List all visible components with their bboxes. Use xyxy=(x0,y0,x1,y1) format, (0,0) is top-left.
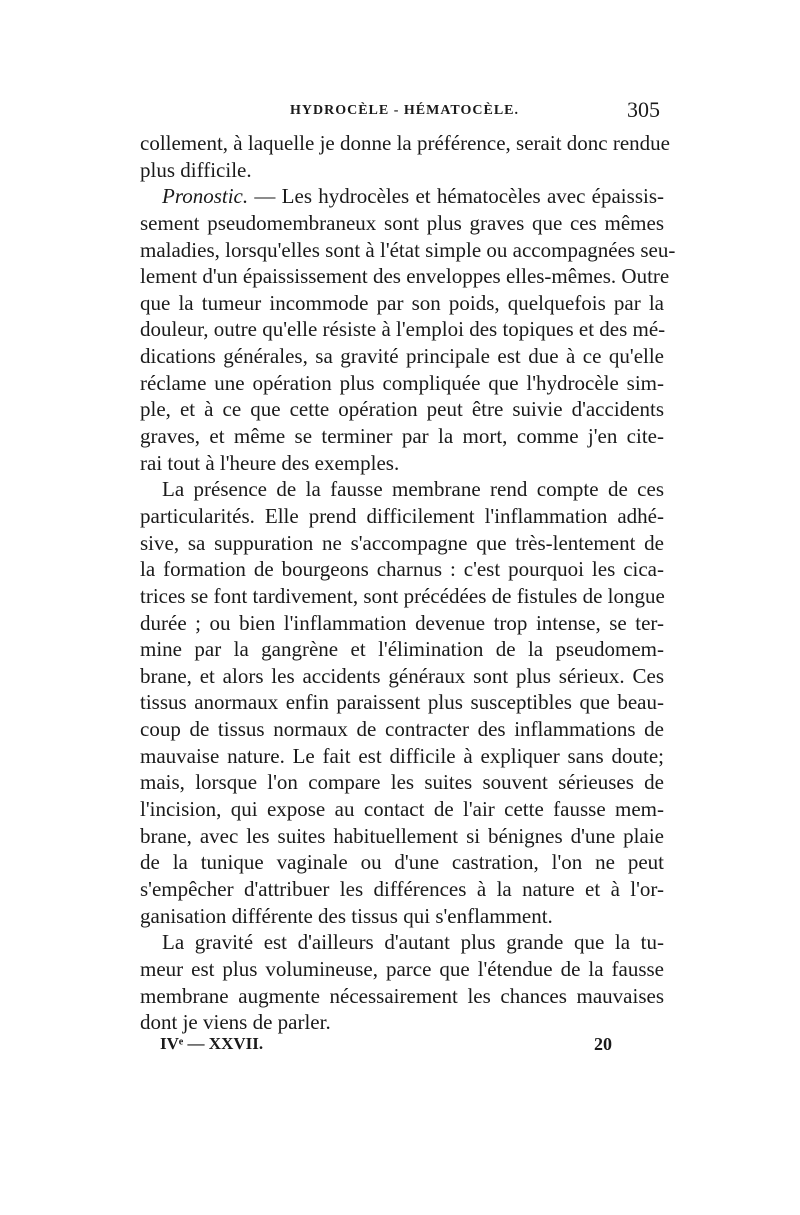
text-line: la formation de bourgeons charnus : c'est pourquoi les cica- xyxy=(140,557,664,582)
text-line: rai tout à l'heure des exemples. xyxy=(140,450,400,475)
page-number: 305 xyxy=(627,97,660,122)
text-line: s'empêcher d'attribuer les différences à la nature et à l'or- xyxy=(140,876,664,901)
text-line: ganisation différente des tissus qui s'enflamment. xyxy=(140,903,553,928)
body-text xyxy=(140,130,676,1036)
text-line: douleur, outre qu'elle résiste à l'emploi des topiques et des mé- xyxy=(140,317,666,342)
text-line: que la tumeur incommode par son poids, quelquefois par la xyxy=(140,290,664,315)
running-title: HYDROCÈLE - HÉMATOCÈLE. xyxy=(290,103,520,118)
text-line: La présence de la fausse membrane rend compte de ces xyxy=(162,477,664,502)
text-line: La gravité est d'ailleurs d'autant plus grande que la tu- xyxy=(162,930,664,955)
text-line: sement pseudomembraneux sont plus graves que ces mêmes xyxy=(140,210,664,235)
sheet-number: 20 xyxy=(594,1034,612,1054)
running-head xyxy=(140,97,664,125)
text-line: particularités. Elle prend difficilement l'inflammation adhé- xyxy=(140,503,664,528)
text-line: graves, et même se terminer par la mort, comme j'en cite- xyxy=(140,424,664,449)
signature-mark: IVᵉ — XXVII. xyxy=(160,1034,264,1053)
page-footer xyxy=(160,1034,620,1060)
text-line xyxy=(140,183,664,210)
text-line: durée ; ou bien l'inflammation devenue trop intense, se ter- xyxy=(140,610,664,635)
text-line: de la tunique vaginale ou d'une castration, l'on ne peut xyxy=(140,850,664,875)
text-line: maladies, lorsqu'elles sont à l'état simple ou accompagnées seu- xyxy=(140,237,676,262)
text-line: dont je viens de parler. xyxy=(140,1010,331,1035)
text-line: dications générales, sa gravité principale est due à ce qu'elle xyxy=(140,344,664,369)
text-run: — Les hydrocèles et hématocèles avec épaissis- xyxy=(248,184,664,209)
text-line: brane, et alors les accidents généraux sont plus sérieux. Ces xyxy=(140,663,664,688)
text-line: réclame une opération plus compliquée que l'hydrocèle sim- xyxy=(140,370,664,395)
text-line: mais, lorsque l'on compare les suites souvent sérieuses de xyxy=(140,770,664,795)
text-line: mine par la gangrène et l'élimination de la pseudomem- xyxy=(140,637,664,662)
text-line: membrane augmente nécessairement les chances mauvaises xyxy=(140,983,664,1008)
section-lead-pronostic: Pronostic. xyxy=(162,184,249,209)
text-line: mauvaise nature. Le fait est difficile à expliquer sans doute; xyxy=(140,743,664,768)
text-line: plus difficile. xyxy=(140,157,252,182)
text-line: l'incision, qui expose au contact de l'air cette fausse mem- xyxy=(140,797,664,822)
text-line: sive, sa suppuration ne s'accompagne que très-lentement de xyxy=(140,530,664,555)
text-line: collement, à laquelle je donne la préférence, serait donc rendue xyxy=(140,131,670,155)
text-line: lement d'un épaississement des enveloppes elles-mêmes. Outre xyxy=(140,264,670,289)
text-line: tissus anormaux enfin paraissent plus susceptibles que beau- xyxy=(140,690,664,715)
text-line: trices se font tardivement, sont précédées de fistules de longue xyxy=(140,583,665,608)
text-line: coup de tissus normaux de contracter des inflammations de xyxy=(140,717,664,742)
text-line: ple, et à ce que cette opération peut être suivie d'accidents xyxy=(140,397,664,422)
text-line: meur est plus volumineuse, parce que l'étendue de la fausse xyxy=(140,956,664,981)
text-line: brane, avec les suites habituellement si bénignes d'une plaie xyxy=(140,823,664,848)
